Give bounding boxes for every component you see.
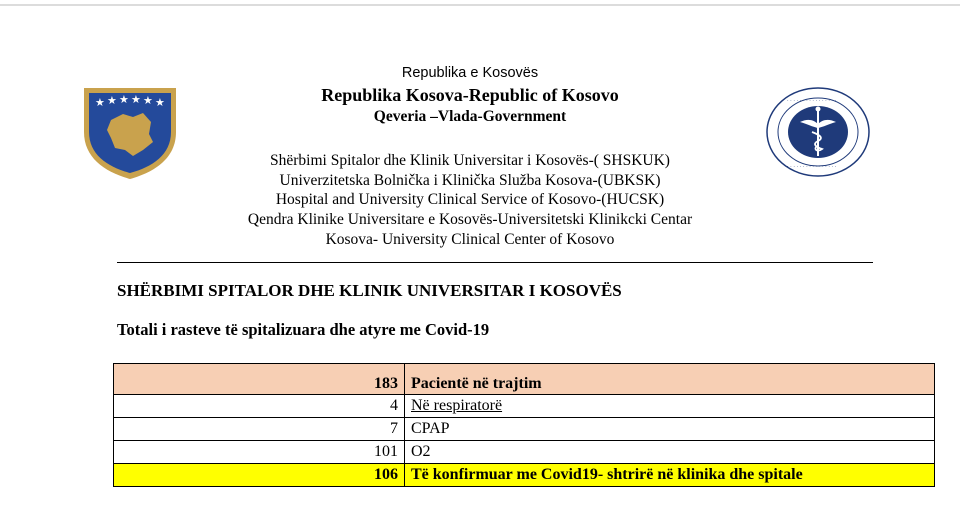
table-row xyxy=(114,441,935,464)
service-line-shskuk: Shërbimi Spitalor dhe Klinik Universitar i Kosovës-( SHSKUK) xyxy=(270,152,670,169)
university-clinical-center-logo-icon xyxy=(765,86,871,178)
row-label-confirmed: Të konfirmuar me Covid19- shtrirë në klinika dhe spitale xyxy=(405,464,935,487)
svg-text:· · · · · · · · · · · · · · ·: · · · · · · · · · · · · · · · · xyxy=(787,98,837,104)
row-label-o2: O2 xyxy=(405,441,935,464)
row-label-patients: Pacientë në trajtim xyxy=(405,364,935,395)
document-heading: SHËRBIMI SPITALOR DHE KLINIK UNIVERSITAR I KOSOVËS xyxy=(117,281,622,300)
kosovo-coat-of-arms-icon xyxy=(81,84,179,180)
svg-text:★: ★ xyxy=(131,93,141,106)
service-line-qkuk: Qendra Klinike Universitare e Kosovës-Universitetski Klinikcki Centar xyxy=(247,211,693,228)
top-border xyxy=(0,4,960,6)
row-label-respirators-text: Në respiratorë xyxy=(411,397,503,414)
row-value-patients: 183 xyxy=(114,364,405,395)
svg-text:★: ★ xyxy=(155,96,165,109)
row-value-confirmed: 106 xyxy=(114,464,405,487)
hospitalization-table xyxy=(113,363,935,487)
header-divider xyxy=(117,262,873,263)
header-republic: Republika Kosova-Republic of Kosovo xyxy=(321,85,619,105)
header-country: Republika e Kosovës xyxy=(401,65,539,81)
row-label-cpap: CPAP xyxy=(405,418,935,441)
svg-text:★: ★ xyxy=(95,96,105,109)
row-value-respirators: 4 xyxy=(114,395,405,418)
document-subheading: Totali i rasteve të spitalizuara dhe atyre me Covid-19 xyxy=(117,320,490,339)
table-row xyxy=(114,395,935,418)
svg-text:★: ★ xyxy=(143,94,153,107)
svg-text:★: ★ xyxy=(107,94,117,107)
table-row xyxy=(114,418,935,441)
table-row xyxy=(114,364,935,395)
service-line-uccks: Kosova- University Clinical Center of Kosovo xyxy=(325,231,615,248)
row-value-o2: 101 xyxy=(114,441,405,464)
service-line-hucsk: Hospital and University Clinical Service of Kosovo-(HUCSK) xyxy=(275,191,665,208)
table-row xyxy=(114,464,935,487)
row-label-respirators xyxy=(405,395,935,418)
header-government: Qeveria –Vlada-Government xyxy=(373,108,567,125)
svg-text:★: ★ xyxy=(119,93,129,106)
svg-text:· · · · · · · · · · · · · · ·: · · · · · · · · · · · · · · · · xyxy=(787,164,837,170)
service-line-ubksk: Univerzitetska Bolnička i Klinička Služba Kosova-(UBKSK) xyxy=(279,172,661,189)
row-value-cpap: 7 xyxy=(114,418,405,441)
